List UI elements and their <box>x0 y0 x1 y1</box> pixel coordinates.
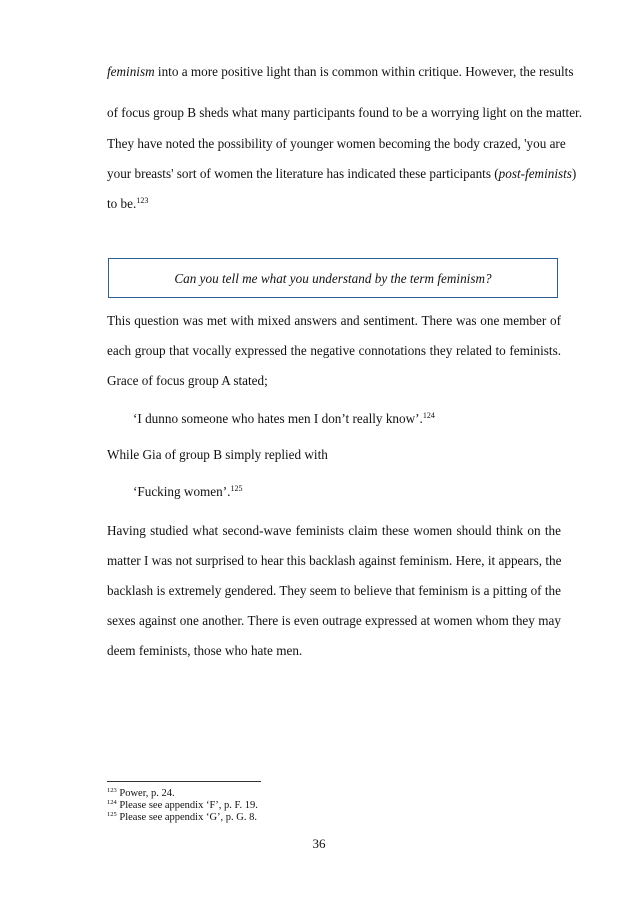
footnote-ref-123: 123 <box>136 196 149 205</box>
p1-line-4-text: your breasts' sort of women the literature has indicated these participants ( <box>107 166 499 181</box>
footnote-text: Please see appendix ‘F’, p. F. 19. <box>116 800 258 811</box>
quote-gia-text: ‘Fucking women’. <box>133 484 231 499</box>
footnote-number: 124 <box>107 799 117 806</box>
footnote-number: 125 <box>107 811 117 818</box>
p1-line-4 <box>107 166 577 182</box>
p4-line-3: backlash is extremely gendered. They seem to believe that feminism is a pitting of the <box>107 583 561 598</box>
p4-line-1: Having studied what second-wave feminists claim these women should think on the <box>107 523 561 538</box>
p1-line-5-text: to be. <box>107 196 137 211</box>
footnote-124 <box>107 800 258 812</box>
p4-line-4: sexes against one another. There is even outrage expressed at women whom they may <box>107 613 561 628</box>
quote-grace-text: ‘I dunno someone who hates men I don’t really know’. <box>133 411 423 426</box>
p3-line-1: While Gia of group B simply replied with <box>107 447 328 462</box>
p1-italic-term-2: post-feminists <box>498 166 572 181</box>
p1-line-4-close: ) <box>571 166 577 181</box>
footnote-text: Power, p. 24. <box>116 788 175 799</box>
page-number: 36 <box>312 836 326 851</box>
footnote-number: 123 <box>107 787 117 794</box>
p1-line-2: of focus group B sheds what many participants found to be a worrying light on the matter. <box>107 105 583 120</box>
footnote-ref-125: 125 <box>230 484 243 493</box>
footnote-125 <box>107 812 257 824</box>
question-box <box>108 258 558 298</box>
footnote-ref-124: 124 <box>422 411 435 420</box>
p2-line-1: This question was met with mixed answers and sentiment. There was one member of <box>107 313 561 328</box>
p1-italic-term: feminism <box>107 64 155 79</box>
footnote-divider <box>107 781 261 782</box>
quote-gia <box>133 484 242 500</box>
footnote-123 <box>107 788 175 800</box>
p1-line-1 <box>107 64 574 80</box>
p2-line-2: each group that vocally expressed the negative connotations they related to feminists. <box>107 343 561 358</box>
p4-line-5: deem feminists, those who hate men. <box>107 643 303 658</box>
p4-line-2: matter I was not surprised to hear this backlash against feminism. Here, it appears, the <box>107 553 562 568</box>
footnote-text: Please see appendix ‘G’, p. G. 8. <box>116 812 258 823</box>
quote-grace <box>133 411 435 427</box>
p1-line-1-text: into a more positive light than is common within critique. However, the results <box>154 64 574 79</box>
p1-line-5 <box>107 196 561 212</box>
p2-line-3: Grace of focus group A stated; <box>107 373 268 388</box>
question-text: Can you tell me what you understand by the term feminism? <box>174 271 492 286</box>
p1-line-3: They have noted the possibility of younger women becoming the body crazed, 'you are <box>107 136 566 151</box>
